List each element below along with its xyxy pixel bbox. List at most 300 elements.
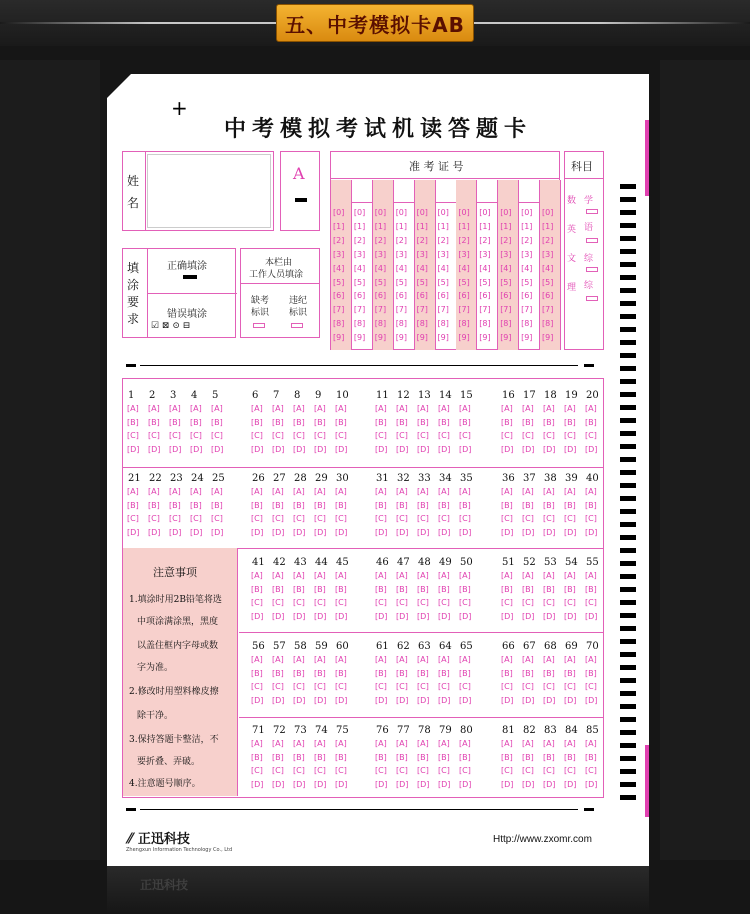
answer-bubble[interactable]: [B] — [375, 752, 387, 762]
answer-bubble[interactable]: [B] — [459, 584, 471, 594]
answer-bubble[interactable]: [D] — [564, 527, 577, 537]
answer-bubble[interactable]: [C] — [564, 514, 576, 523]
answer-bubble[interactable]: [B] — [459, 752, 471, 762]
answer-bubble[interactable]: [A] — [438, 404, 450, 413]
answer-bubble[interactable]: [B] — [585, 417, 597, 427]
answer-bubble[interactable]: [A] — [335, 404, 347, 413]
answer-bubble[interactable]: [A] — [543, 487, 555, 496]
exam-digit-bubble[interactable]: [8] — [500, 319, 512, 329]
answer-bubble[interactable]: [B] — [148, 500, 160, 510]
answer-bubble[interactable]: [A] — [585, 404, 597, 413]
answer-bubble[interactable]: [A] — [375, 404, 387, 413]
exam-digit-bubble[interactable]: [6] — [437, 291, 449, 301]
exam-digit-bubble[interactable]: [5] — [395, 277, 408, 287]
answer-bubble[interactable]: [A] — [251, 404, 263, 413]
answer-bubble[interactable]: [D] — [543, 527, 556, 537]
exam-digit-bubble[interactable]: [2] — [542, 235, 554, 245]
answer-bubble[interactable]: [B] — [501, 417, 513, 427]
answer-bubble[interactable]: [C] — [522, 598, 534, 607]
exam-digit-bubble[interactable]: [0] — [500, 208, 512, 217]
answer-bubble[interactable]: [C] — [314, 598, 326, 607]
answer-bubble[interactable]: [D] — [417, 611, 430, 621]
answer-bubble[interactable]: [A] — [211, 404, 223, 413]
answer-bubble[interactable]: [B] — [169, 417, 181, 427]
answer-bubble[interactable]: [D] — [272, 611, 285, 621]
answer-bubble[interactable]: [A] — [314, 655, 326, 664]
answer-bubble[interactable]: [D] — [564, 779, 577, 789]
answer-bubble[interactable]: [B] — [543, 584, 555, 594]
answer-bubble[interactable]: [A] — [522, 487, 534, 496]
answer-bubble[interactable]: [C] — [335, 682, 347, 691]
exam-digit-bubble[interactable]: [9] — [458, 333, 470, 343]
answer-bubble[interactable]: [D] — [459, 527, 472, 537]
answer-bubble[interactable]: [D] — [211, 527, 224, 537]
answer-bubble[interactable]: [D] — [335, 444, 348, 454]
answer-bubble[interactable]: [D] — [190, 527, 203, 537]
answer-bubble[interactable]: [C] — [501, 514, 513, 523]
exam-digit-bubble[interactable]: [1] — [437, 221, 449, 231]
exam-digit-bubble[interactable]: [9] — [500, 333, 512, 343]
answer-bubble[interactable]: [A] — [396, 655, 408, 664]
answer-bubble[interactable]: [D] — [501, 444, 514, 454]
exam-digit-bubble[interactable]: [9] — [374, 333, 387, 343]
answer-bubble[interactable]: [D] — [564, 695, 577, 705]
exam-digit-bubble[interactable]: [2] — [500, 235, 512, 245]
answer-bubble[interactable]: [C] — [396, 766, 408, 775]
exam-digit-bubble[interactable]: [0] — [437, 208, 449, 217]
answer-bubble[interactable]: [B] — [396, 417, 408, 427]
exam-digit-bubble[interactable]: [1] — [333, 221, 345, 231]
exam-digit-bubble[interactable]: [5] — [353, 277, 366, 287]
answer-bubble[interactable]: [D] — [564, 611, 577, 621]
answer-bubble[interactable]: [A] — [251, 739, 263, 748]
answer-bubble[interactable]: [C] — [335, 431, 347, 440]
answer-bubble[interactable]: [A] — [522, 404, 534, 413]
answer-bubble[interactable]: [C] — [564, 431, 576, 440]
answer-bubble[interactable]: [D] — [251, 527, 264, 537]
answer-bubble[interactable]: [B] — [293, 668, 305, 678]
answer-bubble[interactable]: [B] — [585, 752, 597, 762]
answer-bubble[interactable]: [A] — [293, 487, 305, 496]
exam-digit-bubble[interactable]: [3] — [458, 249, 470, 259]
exam-digit-bubble[interactable]: [4] — [395, 263, 408, 273]
answer-bubble[interactable]: [D] — [314, 527, 327, 537]
exam-digit-bubble[interactable]: [1] — [374, 221, 387, 231]
answer-bubble[interactable]: [D] — [148, 527, 161, 537]
answer-bubble[interactable]: [C] — [272, 682, 284, 691]
exam-digit-bubble[interactable]: [1] — [521, 221, 533, 231]
answer-bubble[interactable]: [C] — [148, 514, 160, 523]
answer-bubble[interactable]: [D] — [375, 444, 388, 454]
exam-digit-bubble[interactable]: [9] — [416, 333, 428, 343]
exam-digit-bubble[interactable]: [9] — [395, 333, 408, 343]
answer-bubble[interactable]: [A] — [335, 487, 347, 496]
answer-bubble[interactable]: [D] — [585, 444, 598, 454]
exam-digit-bubble[interactable]: [7] — [437, 305, 449, 315]
answer-bubble[interactable]: [D] — [585, 695, 598, 705]
exam-digit-bubble[interactable]: [9] — [479, 333, 491, 343]
answer-bubble[interactable]: [B] — [293, 417, 305, 427]
answer-bubble[interactable]: [C] — [272, 766, 284, 775]
answer-bubble[interactable]: [B] — [585, 500, 597, 510]
answer-bubble[interactable]: [B] — [564, 752, 576, 762]
answer-bubble[interactable]: [D] — [543, 611, 556, 621]
answer-bubble[interactable]: [C] — [417, 514, 429, 523]
exam-digit-bubble[interactable]: [3] — [500, 249, 512, 259]
answer-bubble[interactable]: [B] — [501, 752, 513, 762]
answer-bubble[interactable]: [B] — [417, 752, 429, 762]
answer-bubble[interactable]: [C] — [501, 431, 513, 440]
answer-bubble[interactable]: [C] — [564, 682, 576, 691]
answer-bubble[interactable]: [C] — [522, 766, 534, 775]
answer-bubble[interactable]: [D] — [501, 611, 514, 621]
answer-bubble[interactable]: [B] — [375, 417, 387, 427]
answer-bubble[interactable]: [D] — [459, 444, 472, 454]
answer-bubble[interactable]: [B] — [585, 584, 597, 594]
answer-bubble[interactable]: [D] — [438, 611, 451, 621]
answer-bubble[interactable]: [B] — [169, 500, 181, 510]
exam-digit-bubble[interactable]: [8] — [479, 319, 491, 329]
answer-bubble[interactable]: [A] — [396, 571, 408, 580]
answer-bubble[interactable]: [B] — [314, 752, 326, 762]
exam-digit-bubble[interactable]: [9] — [437, 333, 449, 343]
answer-bubble[interactable]: [B] — [543, 752, 555, 762]
exam-digit-bubble[interactable]: [4] — [458, 263, 470, 273]
answer-bubble[interactable]: [D] — [396, 611, 409, 621]
exam-digit-bubble[interactable]: [8] — [416, 319, 428, 329]
answer-bubble[interactable]: [B] — [459, 500, 471, 510]
answer-bubble[interactable]: [C] — [335, 598, 347, 607]
answer-bubble[interactable]: [A] — [335, 739, 347, 748]
answer-bubble[interactable]: [A] — [585, 739, 597, 748]
exam-digit-bubble[interactable]: [1] — [395, 221, 408, 231]
answer-bubble[interactable]: [B] — [396, 752, 408, 762]
answer-bubble[interactable]: [D] — [585, 527, 598, 537]
answer-bubble[interactable]: [D] — [459, 779, 472, 789]
exam-digit-bubble[interactable]: [4] — [437, 263, 449, 273]
answer-bubble[interactable]: [A] — [564, 739, 576, 748]
answer-bubble[interactable]: [C] — [501, 682, 513, 691]
exam-digit-bubble[interactable]: [5] — [500, 277, 512, 287]
answer-bubble[interactable]: [B] — [314, 584, 326, 594]
exam-digit-bubble[interactable]: [5] — [542, 277, 554, 287]
answer-bubble[interactable]: [A] — [127, 487, 139, 496]
answer-bubble[interactable]: [C] — [543, 682, 555, 691]
answer-bubble[interactable]: [B] — [335, 752, 347, 762]
exam-digit-bubble[interactable]: [4] — [521, 263, 533, 273]
exam-digit-bubble[interactable]: [5] — [437, 277, 449, 287]
answer-bubble[interactable]: [C] — [522, 682, 534, 691]
answer-bubble[interactable]: [A] — [585, 571, 597, 580]
answer-bubble[interactable]: [D] — [335, 611, 348, 621]
answer-bubble[interactable]: [A] — [293, 655, 305, 664]
exam-digit-bubble[interactable]: [1] — [353, 221, 366, 231]
exam-digit-bubble[interactable]: [3] — [479, 249, 491, 259]
answer-bubble[interactable]: [C] — [564, 598, 576, 607]
answer-bubble[interactable]: [B] — [211, 417, 223, 427]
answer-bubble[interactable]: [A] — [314, 404, 326, 413]
answer-bubble[interactable]: [C] — [251, 514, 263, 523]
exam-digit-bubble[interactable]: [2] — [458, 235, 470, 245]
exam-digit-bubble[interactable]: [7] — [500, 305, 512, 315]
exam-digit-bubble[interactable]: [3] — [353, 249, 366, 259]
answer-bubble[interactable]: [C] — [375, 598, 387, 607]
answer-bubble[interactable]: [A] — [396, 487, 408, 496]
answer-bubble[interactable]: [C] — [543, 598, 555, 607]
answer-bubble[interactable]: [C] — [375, 431, 387, 440]
answer-bubble[interactable]: [D] — [169, 444, 182, 454]
answer-bubble[interactable]: [A] — [459, 739, 471, 748]
answer-bubble[interactable]: [B] — [438, 417, 450, 427]
answer-bubble[interactable]: [C] — [127, 514, 139, 523]
exam-digit-bubble[interactable]: [6] — [458, 291, 470, 301]
absent-bubble[interactable] — [253, 323, 265, 328]
answer-bubble[interactable]: [B] — [522, 668, 534, 678]
answer-bubble[interactable]: [D] — [417, 695, 430, 705]
exam-digit-bubble[interactable]: [3] — [542, 249, 554, 259]
answer-bubble[interactable]: [C] — [211, 431, 223, 440]
exam-digit-bubble[interactable]: [7] — [416, 305, 428, 315]
exam-digit-bubble[interactable]: [7] — [521, 305, 533, 315]
exam-digit-bubble[interactable]: [0] — [521, 208, 533, 217]
exam-digit-bubble[interactable]: [7] — [353, 305, 366, 315]
answer-bubble[interactable]: [C] — [585, 766, 597, 775]
answer-bubble[interactable]: [D] — [564, 444, 577, 454]
answer-bubble[interactable]: [C] — [438, 431, 450, 440]
exam-digit-bubble[interactable]: [2] — [333, 235, 345, 245]
answer-bubble[interactable]: [A] — [501, 655, 513, 664]
answer-bubble[interactable]: [A] — [396, 739, 408, 748]
answer-bubble[interactable]: [D] — [522, 444, 535, 454]
answer-bubble[interactable]: [D] — [251, 444, 264, 454]
answer-bubble[interactable]: [A] — [522, 739, 534, 748]
answer-bubble[interactable]: [B] — [251, 500, 263, 510]
answer-bubble[interactable]: [D] — [417, 779, 430, 789]
exam-digit-bubble[interactable]: [1] — [479, 221, 491, 231]
answer-bubble[interactable]: [C] — [375, 682, 387, 691]
answer-bubble[interactable]: [D] — [438, 527, 451, 537]
answer-bubble[interactable]: [C] — [251, 682, 263, 691]
answer-bubble[interactable]: [C] — [501, 598, 513, 607]
answer-bubble[interactable]: [A] — [314, 571, 326, 580]
answer-bubble[interactable]: [A] — [375, 571, 387, 580]
answer-bubble[interactable]: [A] — [543, 655, 555, 664]
answer-bubble[interactable]: [D] — [396, 695, 409, 705]
exam-digit-bubble[interactable]: [8] — [458, 319, 470, 329]
answer-bubble[interactable]: [C] — [438, 598, 450, 607]
answer-bubble[interactable]: [D] — [272, 444, 285, 454]
answer-bubble[interactable]: [A] — [127, 404, 139, 413]
answer-bubble[interactable]: [D] — [375, 611, 388, 621]
answer-bubble[interactable]: [B] — [417, 584, 429, 594]
answer-bubble[interactable]: [B] — [375, 584, 387, 594]
answer-bubble[interactable]: [D] — [272, 695, 285, 705]
exam-digit-bubble[interactable]: [3] — [333, 249, 345, 259]
answer-bubble[interactable]: [C] — [190, 431, 202, 440]
answer-bubble[interactable]: [D] — [438, 695, 451, 705]
answer-bubble[interactable]: [C] — [293, 766, 305, 775]
answer-bubble[interactable]: [A] — [459, 571, 471, 580]
answer-bubble[interactable]: [D] — [211, 444, 224, 454]
answer-bubble[interactable]: [D] — [169, 527, 182, 537]
answer-bubble[interactable]: [C] — [293, 598, 305, 607]
exam-digit-bubble[interactable]: [7] — [395, 305, 408, 315]
answer-bubble[interactable]: [A] — [459, 655, 471, 664]
answer-bubble[interactable]: [B] — [211, 500, 223, 510]
answer-bubble[interactable]: [C] — [585, 431, 597, 440]
answer-bubble[interactable]: [C] — [417, 766, 429, 775]
answer-bubble[interactable]: [D] — [127, 527, 140, 537]
exam-digit-bubble[interactable]: [0] — [458, 208, 470, 217]
exam-digit-bubble[interactable]: [3] — [374, 249, 387, 259]
exam-digit-bubble[interactable]: [2] — [521, 235, 533, 245]
answer-bubble[interactable]: [A] — [375, 739, 387, 748]
answer-bubble[interactable]: [C] — [417, 598, 429, 607]
answer-bubble[interactable]: [D] — [522, 527, 535, 537]
answer-bubble[interactable]: [C] — [272, 431, 284, 440]
exam-digit-bubble[interactable]: [4] — [500, 263, 512, 273]
exam-digit-bubble[interactable]: [0] — [353, 208, 366, 217]
exam-digit-bubble[interactable]: [9] — [542, 333, 554, 343]
answer-bubble[interactable]: [D] — [396, 779, 409, 789]
answer-bubble[interactable]: [D] — [251, 779, 264, 789]
exam-digit-bubble[interactable]: [4] — [416, 263, 428, 273]
answer-bubble[interactable]: [C] — [335, 766, 347, 775]
answer-bubble[interactable]: [A] — [501, 487, 513, 496]
subject-bubble[interactable] — [586, 296, 598, 301]
answer-bubble[interactable]: [C] — [169, 431, 181, 440]
answer-bubble[interactable]: [B] — [293, 584, 305, 594]
exam-digit-bubble[interactable]: [6] — [500, 291, 512, 301]
answer-bubble[interactable]: [B] — [293, 500, 305, 510]
answer-bubble[interactable]: [A] — [335, 571, 347, 580]
answer-bubble[interactable]: [D] — [335, 695, 348, 705]
answer-bubble[interactable]: [C] — [396, 514, 408, 523]
answer-bubble[interactable]: [B] — [335, 668, 347, 678]
answer-bubble[interactable]: [B] — [251, 752, 263, 762]
answer-bubble[interactable]: [D] — [522, 611, 535, 621]
answer-bubble[interactable]: [D] — [396, 527, 409, 537]
answer-bubble[interactable]: [C] — [314, 514, 326, 523]
answer-bubble[interactable]: [B] — [417, 500, 429, 510]
answer-bubble[interactable]: [B] — [522, 584, 534, 594]
exam-digit-bubble[interactable]: [4] — [353, 263, 366, 273]
answer-bubble[interactable]: [B] — [251, 668, 263, 678]
answer-bubble[interactable]: [D] — [459, 695, 472, 705]
answer-bubble[interactable]: [D] — [314, 611, 327, 621]
answer-bubble[interactable]: [C] — [293, 514, 305, 523]
exam-digit-bubble[interactable]: [0] — [416, 208, 428, 217]
answer-bubble[interactable]: [A] — [148, 487, 160, 496]
answer-bubble[interactable]: [D] — [543, 444, 556, 454]
exam-digit-bubble[interactable]: [2] — [374, 235, 387, 245]
answer-bubble[interactable]: [B] — [314, 668, 326, 678]
subject-bubble[interactable] — [586, 267, 598, 272]
answer-bubble[interactable]: [C] — [272, 598, 284, 607]
answer-bubble[interactable]: [D] — [293, 779, 306, 789]
answer-bubble[interactable]: [C] — [272, 514, 284, 523]
answer-bubble[interactable]: [B] — [417, 668, 429, 678]
exam-digit-bubble[interactable]: [0] — [333, 208, 345, 217]
answer-bubble[interactable]: [A] — [438, 739, 450, 748]
answer-bubble[interactable]: [D] — [438, 779, 451, 789]
answer-bubble[interactable]: [B] — [501, 668, 513, 678]
answer-bubble[interactable]: [C] — [314, 431, 326, 440]
answer-bubble[interactable]: [C] — [251, 431, 263, 440]
answer-bubble[interactable]: [D] — [293, 611, 306, 621]
answer-bubble[interactable]: [C] — [522, 514, 534, 523]
answer-bubble[interactable]: [B] — [564, 500, 576, 510]
exam-digit-bubble[interactable]: [7] — [479, 305, 491, 315]
answer-bubble[interactable]: [C] — [417, 682, 429, 691]
exam-digit-bubble[interactable]: [3] — [521, 249, 533, 259]
exam-digit-bubble[interactable]: [2] — [416, 235, 428, 245]
exam-digit-bubble[interactable]: [6] — [353, 291, 366, 301]
answer-bubble[interactable]: [C] — [293, 431, 305, 440]
answer-bubble[interactable]: [B] — [396, 668, 408, 678]
answer-bubble[interactable]: [C] — [211, 514, 223, 523]
exam-digit-bubble[interactable]: [0] — [395, 208, 408, 217]
answer-bubble[interactable]: [A] — [459, 404, 471, 413]
answer-bubble[interactable]: [C] — [459, 766, 471, 775]
answer-bubble[interactable]: [A] — [272, 655, 284, 664]
answer-bubble[interactable]: [B] — [438, 752, 450, 762]
answer-bubble[interactable]: [B] — [190, 500, 202, 510]
answer-bubble[interactable]: [B] — [293, 752, 305, 762]
answer-bubble[interactable]: [B] — [501, 500, 513, 510]
exam-digit-bubble[interactable]: [7] — [374, 305, 387, 315]
answer-bubble[interactable]: [C] — [314, 682, 326, 691]
answer-bubble[interactable]: [A] — [522, 571, 534, 580]
answer-bubble[interactable]: [B] — [127, 417, 139, 427]
answer-bubble[interactable]: [B] — [585, 668, 597, 678]
answer-bubble[interactable]: [A] — [148, 404, 160, 413]
answer-bubble[interactable]: [A] — [417, 404, 429, 413]
exam-digit-bubble[interactable]: [7] — [458, 305, 470, 315]
exam-digit-bubble[interactable]: [8] — [437, 319, 449, 329]
subject-bubble[interactable] — [586, 209, 598, 214]
answer-bubble[interactable]: [B] — [272, 500, 284, 510]
exam-digit-bubble[interactable]: [2] — [353, 235, 366, 245]
answer-bubble[interactable]: [D] — [190, 444, 203, 454]
exam-digit-bubble[interactable]: [6] — [542, 291, 554, 301]
answer-bubble[interactable]: [A] — [564, 487, 576, 496]
answer-bubble[interactable]: [A] — [272, 739, 284, 748]
answer-bubble[interactable]: [D] — [501, 695, 514, 705]
answer-bubble[interactable]: [A] — [585, 487, 597, 496]
answer-bubble[interactable]: [C] — [335, 514, 347, 523]
answer-bubble[interactable]: [A] — [375, 487, 387, 496]
answer-bubble[interactable]: [B] — [459, 417, 471, 427]
answer-bubble[interactable]: [A] — [293, 404, 305, 413]
answer-bubble[interactable]: [C] — [585, 598, 597, 607]
exam-digit-bubble[interactable]: [4] — [333, 263, 345, 273]
answer-bubble[interactable]: [C] — [564, 766, 576, 775]
answer-bubble[interactable]: [A] — [417, 739, 429, 748]
answer-bubble[interactable]: [C] — [438, 514, 450, 523]
answer-bubble[interactable]: [D] — [501, 527, 514, 537]
answer-bubble[interactable]: [B] — [396, 500, 408, 510]
answer-bubble[interactable]: [C] — [459, 431, 471, 440]
answer-bubble[interactable]: [B] — [335, 417, 347, 427]
answer-bubble[interactable]: [D] — [522, 695, 535, 705]
exam-digit-bubble[interactable]: [4] — [479, 263, 491, 273]
answer-bubble[interactable]: [A] — [564, 655, 576, 664]
exam-digit-bubble[interactable]: [6] — [333, 291, 345, 301]
answer-bubble[interactable]: [A] — [585, 655, 597, 664]
exam-digit-bubble[interactable]: [3] — [437, 249, 449, 259]
answer-bubble[interactable]: [D] — [335, 527, 348, 537]
